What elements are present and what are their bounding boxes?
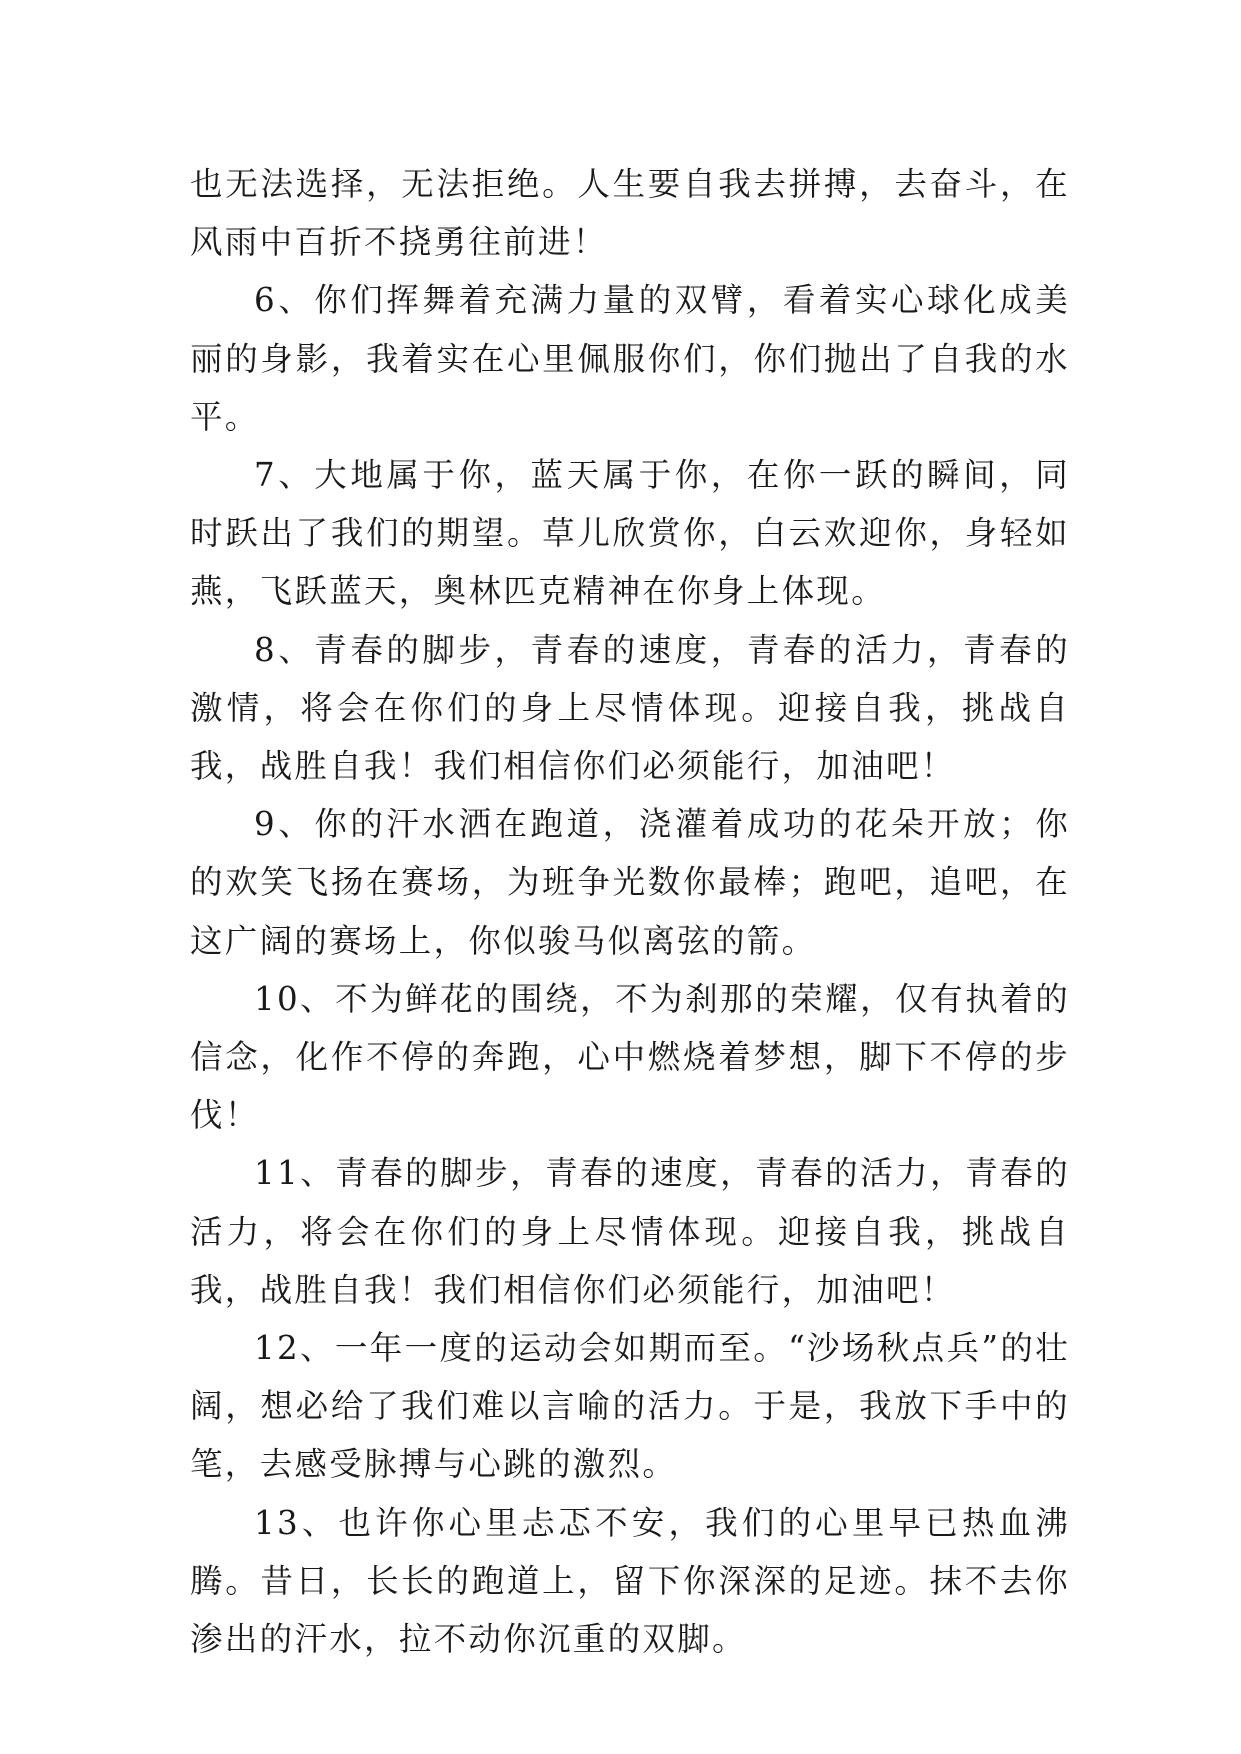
paragraph-item-8: 8、青春的脚步，青春的速度，青春的活力，青春的激情，将会在你们的身上尽情体现。迎接自我，挑战自我，战胜自我！我们相信你们必须能行，加油吧！ <box>190 630 1070 786</box>
paragraph-continuation: 也无法选择，无法拒绝。人生要自我去拼搏，去奋斗，在风雨中百折不挠勇往前进！ <box>190 165 1070 262</box>
paragraph-item-13: 13、也许你心里忐忑不安，我们的心里早已热血沸腾。昔日，长长的跑道上，留下你深深的足迹。抹不去你渗出的汗水，拉不动你沉重的双脚。 <box>190 1503 1070 1659</box>
paragraph-item-11: 11、青春的脚步，青春的速度，青春的活力，青春的活力，将会在你们的身上尽情体现。迎接自我，挑战自我，战胜自我！我们相信你们必须能行，加油吧！ <box>190 1154 1070 1309</box>
paragraph-item-7: 7、大地属于你，蓝天属于你，在你一跃的瞬间，同时跃出了我们的期望。草儿欣赏你，白云欢迎你，身轻如燕，飞跃蓝天，奥林匹克精神在你身上体现。 <box>190 456 1070 611</box>
paragraph-item-6: 6、你们挥舞着充满力量的双臂，看着实心球化成美丽的身影，我着实在心里佩服你们，你们抛出了自我的水平。 <box>190 281 1070 436</box>
paragraph-item-10: 10、不为鲜花的围绕，不为刹那的荣耀，仅有执着的信念，化作不停的奔跑，心中燃烧着梦想，脚下不停的步伐！ <box>190 979 1070 1135</box>
document-body <box>190 155 1070 1668</box>
paragraph-item-12: 12、一年一度的运动会如期而至。“沙场秋点兵”的壮阔，想必给了我们难以言喻的活力。于是，我放下手中的笔，去感受脉搏与心跳的激烈。 <box>190 1329 1070 1484</box>
paragraph-item-9: 9、你的汗水洒在跑道，浇灌着成功的花朵开放；你的欢笑飞扬在赛场，为班争光数你最棒；跑吧，追吧，在这广阔的赛场上，你似骏马似离弦的箭。 <box>190 805 1070 960</box>
